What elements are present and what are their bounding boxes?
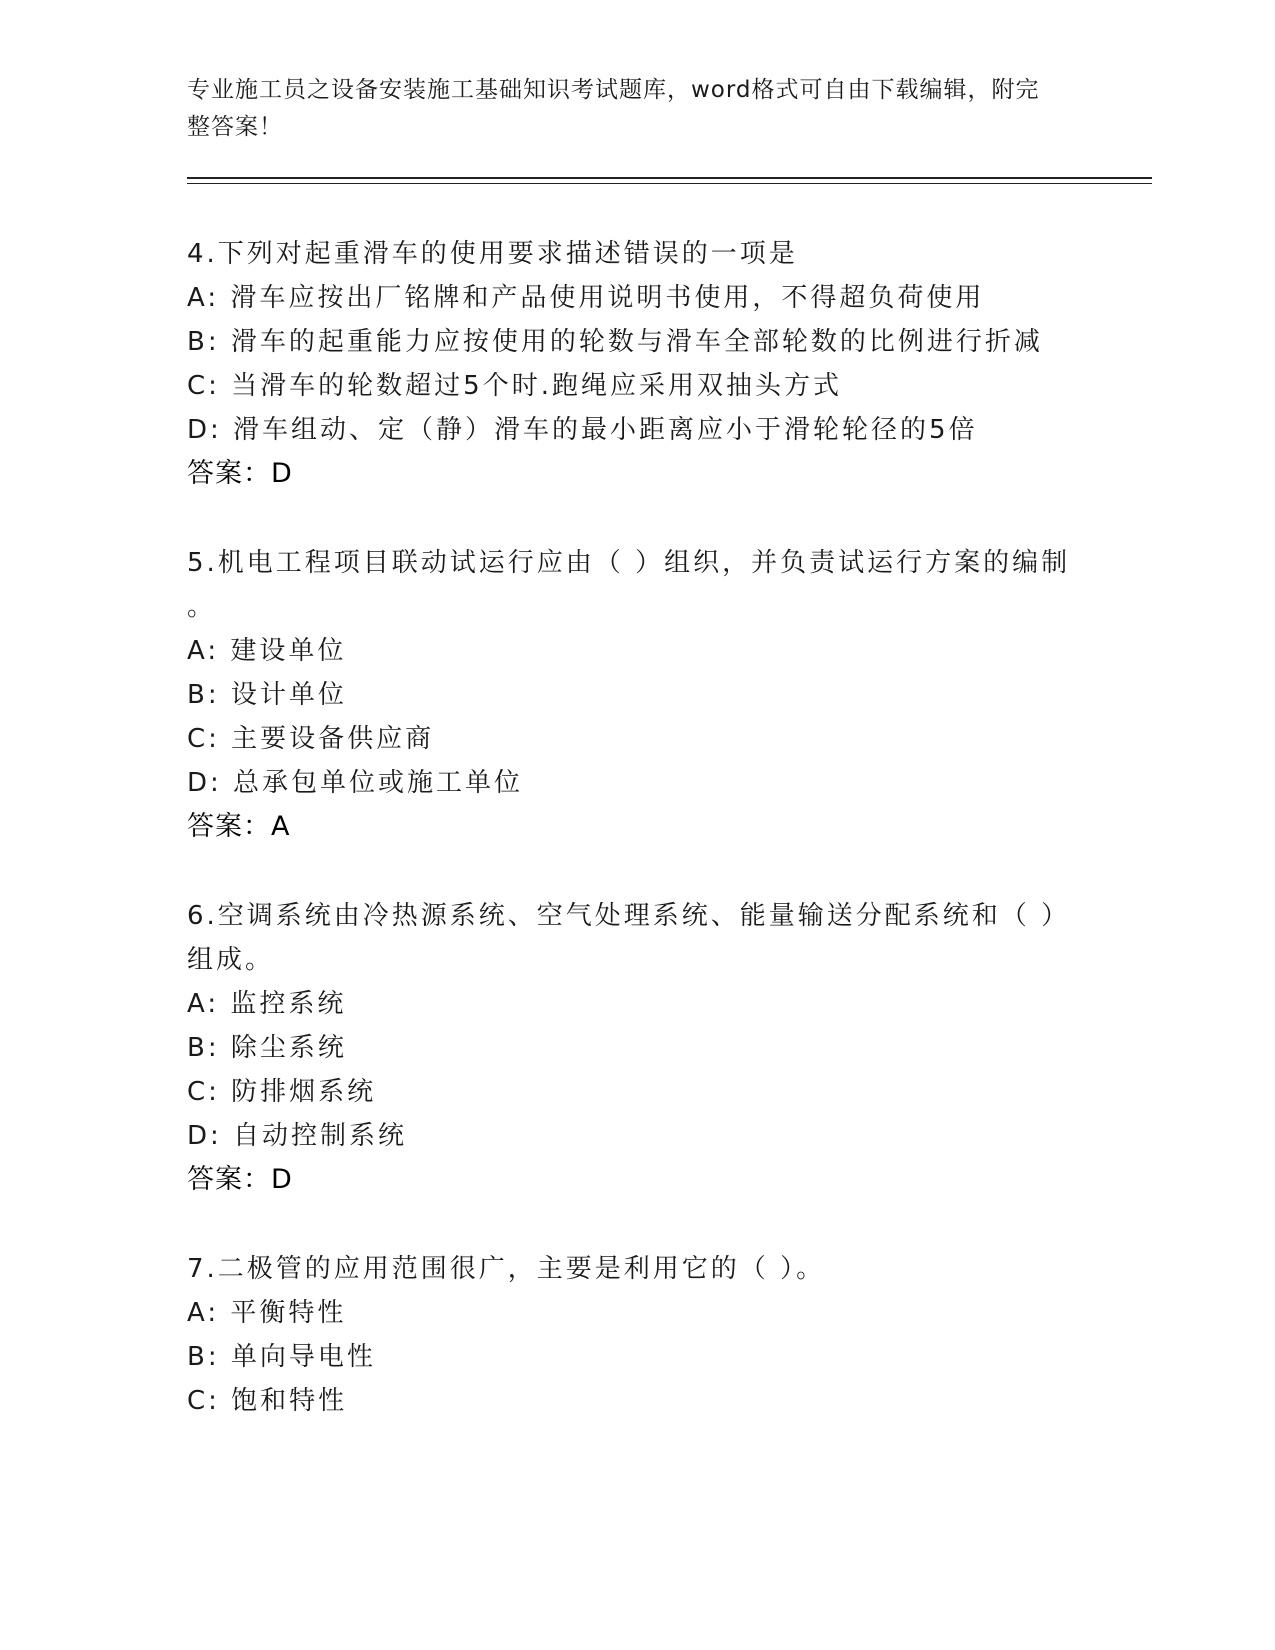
question-6-option-d: D: 自动控制系统 — [187, 1121, 408, 1151]
question-6-option-b: B: 除尘系统 — [187, 1033, 347, 1063]
document-header — [187, 72, 1067, 146]
question-4-answer: 答案：D — [187, 458, 293, 489]
header-line-1: 专业施工员之设备安装施工基础知识考试题库，word格式可自由下载编辑，附完 — [187, 77, 1040, 103]
question-5-option-a: A: 建设单位 — [187, 636, 347, 666]
question-6-stem: 6.空调系统由冷热源系统、空气处理系统、能量输送分配系统和（ ） — [187, 901, 1071, 931]
question-7-stem: 7.二极管的应用范围很广，主要是利用它的（ ）。 — [187, 1254, 826, 1284]
question-4-option-c: C: 当滑车的轮数超过5个时.跑绳应采用双抽头方式 — [187, 371, 842, 401]
question-5-answer: 答案：A — [187, 811, 291, 842]
question-7-option-c: C: 饱和特性 — [187, 1386, 348, 1416]
header-line-2: 整答案！ — [187, 114, 283, 140]
question-5-option-d: D: 总承包单位或施工单位 — [187, 768, 524, 798]
question-6-option-c: C: 防排烟系统 — [187, 1077, 377, 1107]
question-5-stem-continued: 。 — [187, 592, 217, 622]
question-4-option-a: A: 滑车应按出厂铭牌和产品使用说明书使用，不得超负荷使用 — [187, 283, 985, 313]
header-divider-thin — [187, 183, 1152, 184]
question-5-option-b: B: 设计单位 — [187, 680, 347, 710]
question-6-stem-continued: 组成。 — [187, 945, 275, 975]
question-4-stem: 4.下列对起重滑车的使用要求描述错误的一项是 — [187, 239, 798, 269]
question-6-answer: 答案：D — [187, 1164, 293, 1195]
question-5-option-c: C: 主要设备供应商 — [187, 724, 435, 754]
question-5-stem: 5.机电工程项目联动试运行应由（ ）组织，并负责试运行方案的编制 — [187, 548, 1071, 578]
question-4-option-b: B: 滑车的起重能力应按使用的轮数与滑车全部轮数的比例进行折减 — [187, 327, 1043, 357]
question-7-option-b: B: 单向导电性 — [187, 1342, 376, 1372]
question-6-option-a: A: 监控系统 — [187, 989, 347, 1019]
question-4-option-d: D: 滑车组动、定（静）滑车的最小距离应小于滑轮轮径的5倍 — [187, 415, 978, 445]
header-divider-thick — [187, 177, 1152, 179]
question-7-option-a: A: 平衡特性 — [187, 1298, 347, 1328]
